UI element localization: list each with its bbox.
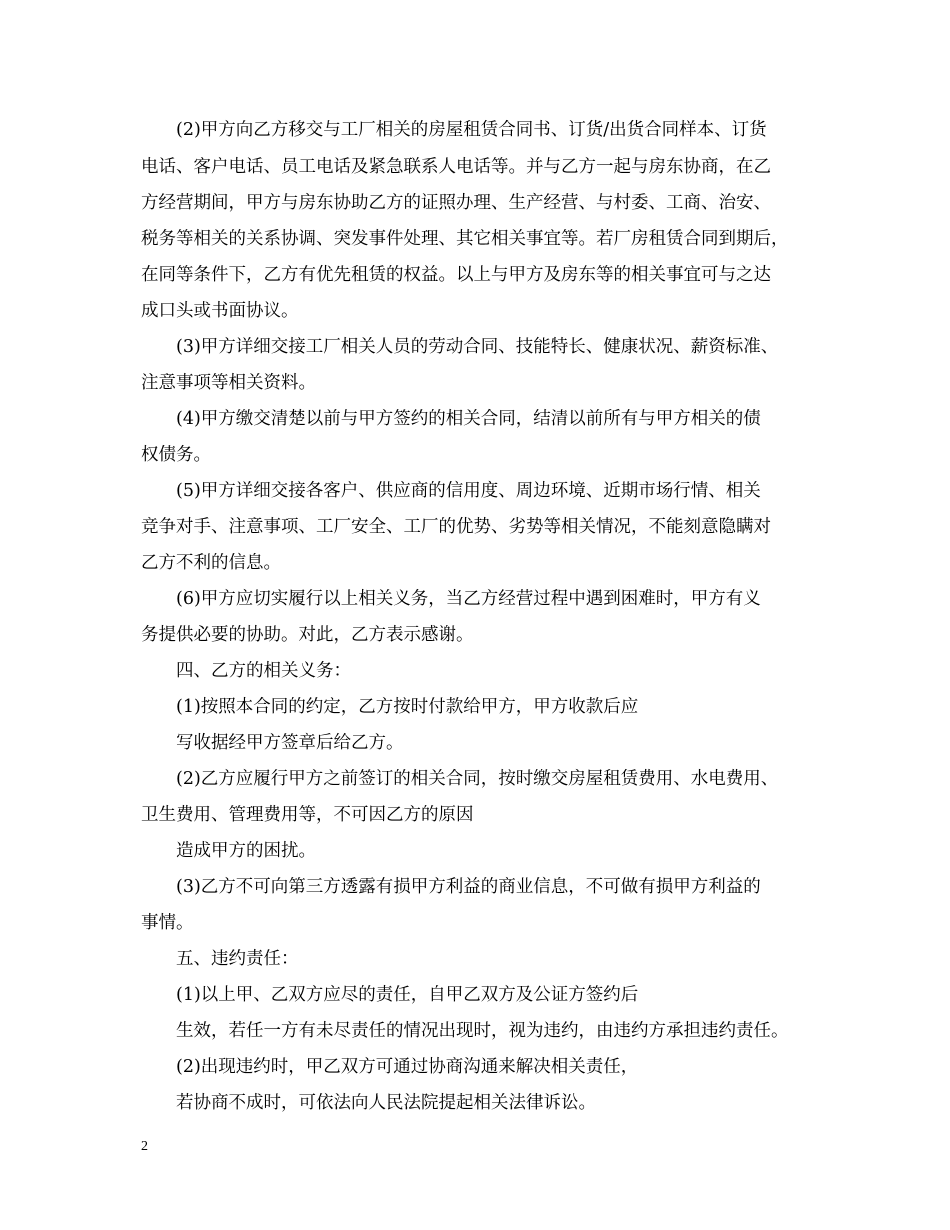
text-line: (3)甲方详细交接工厂相关人员的劳动合同、技能特长、健康状况、薪资标准、	[176, 337, 779, 357]
text-line: (1)以上甲、乙双方应尽的责任，自甲乙双方及公证方签约后	[176, 985, 639, 1005]
text-line: 注意事项等相关资料。	[141, 373, 316, 393]
text-line: 权债务。	[141, 445, 211, 465]
text-line: 税务等相关的关系协调、突发事件处理、其它相关事宜等。若厂房租赁合同到期后，	[141, 229, 789, 249]
text-line: 卫生费用、管理费用等，不可因乙方的原因	[141, 805, 474, 825]
text-line: (6)甲方应切实履行以上相关义务，当乙方经营过程中遇到困难时，甲方有义	[176, 589, 761, 609]
text-line: 乙方不利的信息。	[141, 553, 281, 573]
text-line: 生效，若任一方有未尽责任的情况出现时，视为违约，由违约方承担违约责任。	[176, 1021, 789, 1041]
text-line: (5)甲方详细交接各客户、供应商的信用度、周边环境、近期市场行情、相关	[176, 481, 761, 501]
text-line: (3)乙方不可向第三方透露有损甲方利益的商业信息，不可做有损甲方利益的	[176, 877, 761, 897]
text-line: 若协商不成时，可依法向人民法院提起相关法律诉讼。	[176, 1093, 596, 1113]
text-line: 电话、客户电话、员工电话及紧急联系人电话等。并与乙方一起与房东协商，在乙	[141, 157, 771, 177]
text-line: (2)乙方应履行甲方之前签订的相关合同，按时缴交房屋租赁费用、水电费用、	[176, 769, 779, 789]
text-line: (4)甲方缴交清楚以前与甲方签约的相关合同，结清以前所有与甲方相关的债	[176, 409, 761, 429]
text-line: 方经营期间，甲方与房东协助乙方的证照办理、生产经营、与村委、工商、治安、	[141, 193, 771, 213]
text-line: (1)按照本合同的约定，乙方按时付款给甲方，甲方收款后应	[176, 697, 639, 717]
text-line: (2)出现违约时，甲乙双方可通过协商沟通来解决相关责任，	[176, 1057, 639, 1077]
text-line: 事情。	[141, 913, 194, 933]
text-line: 务提供必要的协助。对此，乙方表示感谢。	[141, 625, 474, 645]
section-heading: 五、违约责任：	[176, 949, 299, 969]
page-number: 2	[141, 1139, 148, 1154]
text-line: 在同等条件下，乙方有优先租赁的权益。以上与甲方及房东等的相关事宜可与之达	[141, 265, 771, 285]
text-line: 成口头或书面协议。	[141, 301, 299, 321]
text-line: 造成甲方的困扰。	[176, 841, 316, 861]
text-line: (2)甲方向乙方移交与工厂相关的房屋租赁合同书、订货/出货合同样本、订货	[176, 120, 767, 140]
text-line: 写收据经甲方签章后给乙方。	[176, 733, 404, 753]
section-heading: 四、乙方的相关义务：	[176, 661, 351, 681]
text-line: 竞争对手、注意事项、工厂安全、工厂的优势、劣势等相关情况，不能刻意隐瞒对	[141, 517, 771, 537]
